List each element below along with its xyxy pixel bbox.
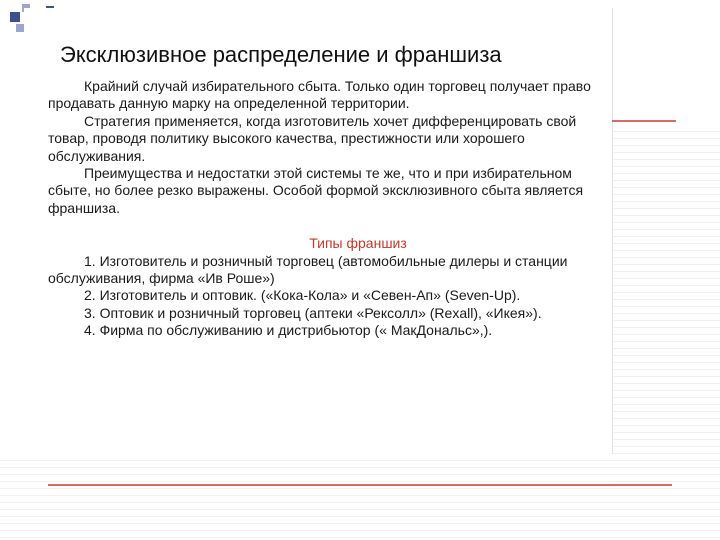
franchise-type-item: 3. Оптовик и розничный торговец (аптеки «Рексолл» (Rexall), «Икея»).	[84, 304, 542, 321]
slide-body	[48, 78, 608, 340]
paragraph-exclusive-definition: Крайний случай избирательного сбыта. Только один торговец получает право продавать данную марку на определенной территории.	[48, 78, 591, 112]
paragraph-strategy: Стратегия применяется, когда изготовитель хочет дифференцировать свой товар, проводя политику высокого качества, престижности или хорошего обслуживания.	[48, 112, 577, 164]
franchise-types-heading: Типы франшиз	[309, 235, 407, 252]
accent-line-bottom	[48, 484, 672, 486]
franchise-type-item: 2. Изготовитель и оптовик. («Кока-Кола» и «Севен-Ап» (Seven-Up).	[84, 287, 521, 304]
franchise-type-item: 4. Фирма по обслуживанию и дистрибьютор (« МакДональс»,).	[84, 322, 493, 339]
accent-line-short	[612, 120, 676, 122]
franchise-type-item: 1. Изготовитель и розничный торговец (автомобильные дилеры и станции обслуживания, фирма «Ив Роше»)	[48, 252, 568, 287]
paragraph-advantages: Преимущества и недостатки этой системы те же, что и при избирательном сбыте, но более резко выражены. Особой формой эксклюзивного сбыта является франшиза.	[48, 165, 584, 216]
slide-title: Эксклюзивное распределение и франшиза	[60, 42, 502, 67]
background-stripes-right	[612, 125, 720, 485]
